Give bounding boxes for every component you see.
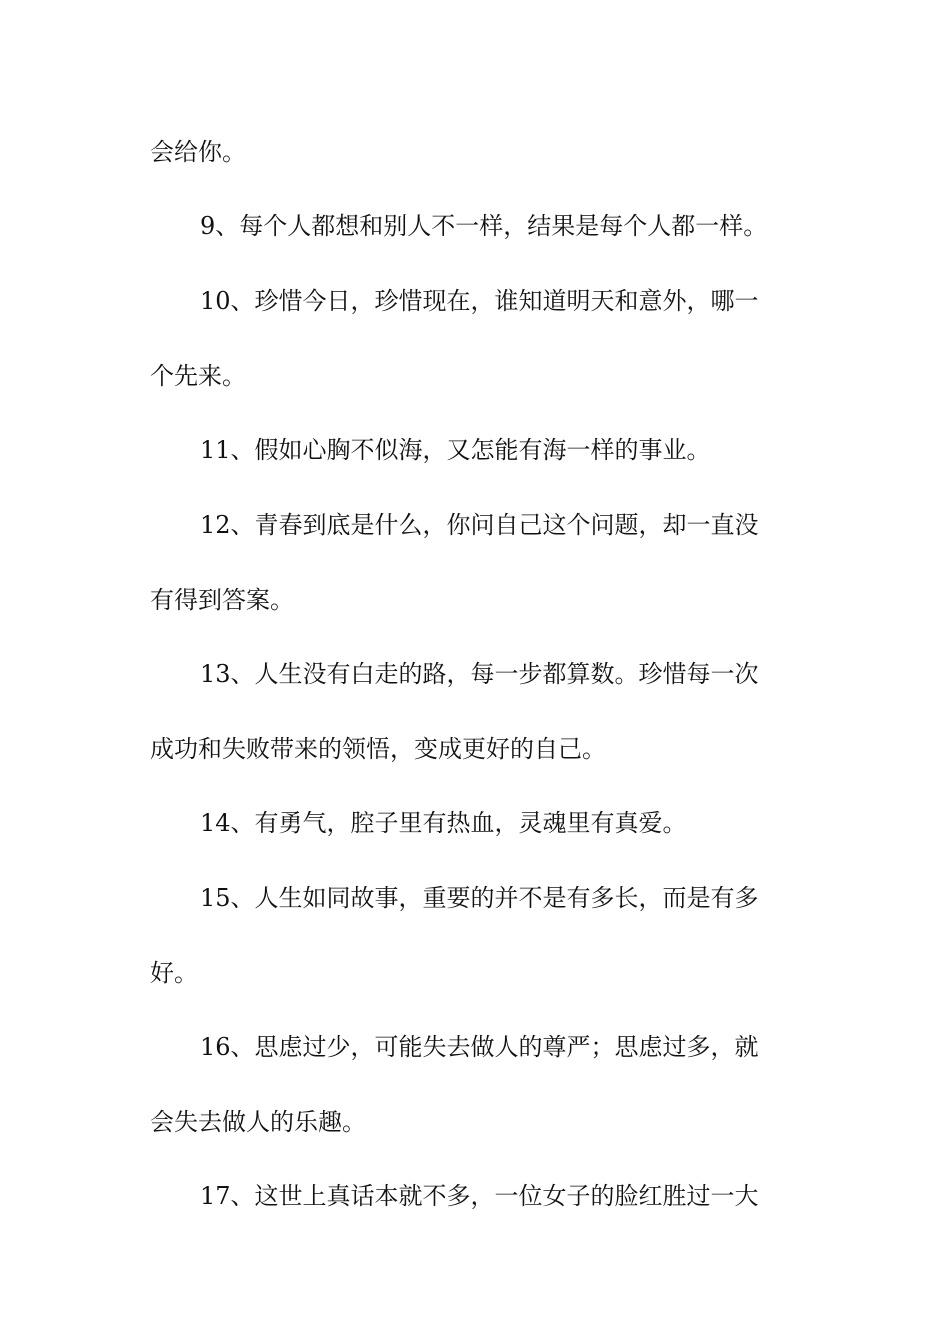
- quote-12-continuation: 有得到答案。: [150, 586, 294, 614]
- quote-13-continuation: 成功和失败带来的领悟，变成更好的自己。: [150, 735, 606, 763]
- quote-16-continuation: 会失去做人的乐趣。: [150, 1108, 366, 1136]
- quote-12: 12、青春到底是什么，你问自己这个问题，却一直没: [200, 511, 759, 539]
- quote-16: 16、思虑过少，可能失去做人的尊严；思虑过多，就: [200, 1033, 759, 1061]
- quote-10: 10、珍惜今日，珍惜现在，谁知道明天和意外，哪一: [200, 287, 759, 315]
- quote-14: 14、有勇气，腔子里有热血，灵魂里有真爱。: [200, 809, 687, 837]
- quote-11: 11、假如心胸不似海，又怎能有海一样的事业。: [200, 436, 711, 464]
- quote-13: 13、人生没有白走的路，每一步都算数。珍惜每一次: [200, 660, 759, 688]
- quote-15: 15、人生如同故事，重要的并不是有多长，而是有多: [200, 884, 759, 912]
- quote-9: 9、每个人都想和别人不一样，结果是每个人都一样。: [200, 212, 768, 240]
- quote-17: 17、这世上真话本就不多，一位女子的脸红胜过一大: [200, 1182, 759, 1210]
- quote-15-continuation: 好。: [150, 959, 198, 987]
- text-line-continuation: 会给你。: [150, 138, 246, 166]
- quote-10-continuation: 个先来。: [150, 362, 246, 390]
